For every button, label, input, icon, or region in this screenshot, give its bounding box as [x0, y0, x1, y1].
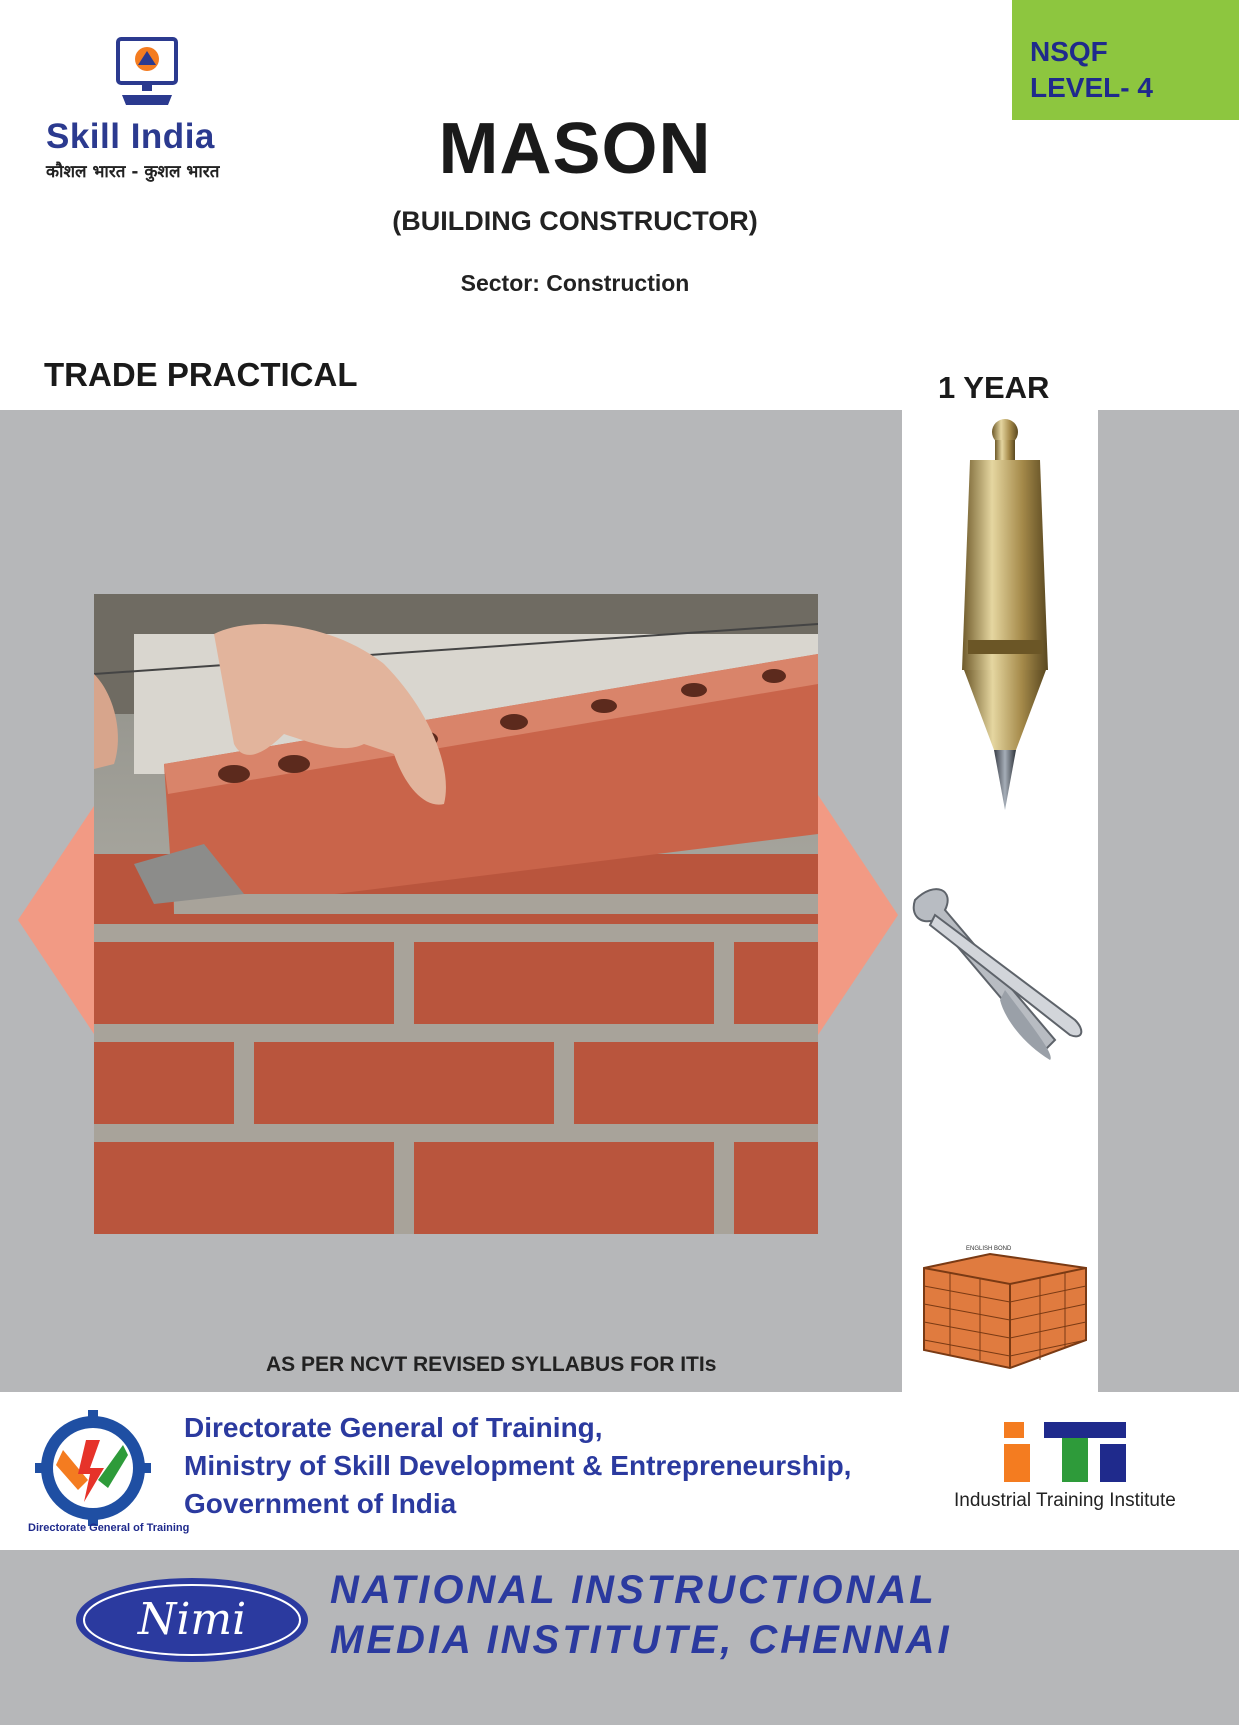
nsqf-badge: [1012, 0, 1239, 120]
org-line-2: Ministry of Skill Development & Entrepreneurship,: [184, 1450, 852, 1481]
arrow-right-decoration: [818, 795, 898, 1035]
nimi-line-2: MEDIA INSTITUTE, CHENNAI: [330, 1618, 952, 1662]
skill-india-wordmark: Skill India: [46, 117, 215, 156]
dgt-emblem-icon: [28, 1410, 158, 1540]
skill-india-tagline: कौशल भारत - कुशल भारत: [46, 162, 220, 182]
syllabus-note: AS PER NCVT REVISED SYLLABUS FOR ITIs: [266, 1353, 717, 1376]
nsqf-label: NSQF: [1030, 36, 1108, 67]
skill-india-logo: [40, 35, 260, 185]
org-line-3: Government of India: [184, 1488, 457, 1519]
iti-logo: [1000, 1418, 1140, 1488]
cover-panel-right: [1098, 410, 1239, 1392]
sector-label: Sector: Construction: [460, 270, 690, 296]
nimi-logo-text: Nimi: [137, 1594, 247, 1645]
skill-india-emblem-icon: [108, 35, 188, 115]
trade-label: TRADE PRACTICAL: [44, 356, 358, 393]
iti-caption: Industrial Training Institute: [954, 1490, 1176, 1511]
duration-label: 1 YEAR: [938, 370, 1050, 405]
plumb-bob-icon: [950, 410, 1060, 822]
org-line-1: Directorate General of Training,: [184, 1412, 603, 1443]
dgt-logo: [28, 1410, 158, 1540]
arrow-left-decoration: [18, 800, 98, 1040]
english-bond-label: ENGLISH BOND: [966, 1246, 1012, 1252]
iti-emblem-icon: [1000, 1418, 1140, 1488]
nimi-logo: [72, 1570, 312, 1670]
jointer-tool-icon: [905, 880, 1091, 1066]
book-title: MASON: [438, 109, 712, 189]
dgt-caption: Directorate General of Training: [28, 1522, 190, 1534]
english-bond-diagram: [920, 1240, 1090, 1370]
nsqf-level: LEVEL- 4: [1030, 72, 1153, 103]
nimi-line-1: NATIONAL INSTRUCTIONAL: [330, 1568, 937, 1612]
bricklaying-photo: [94, 594, 818, 1234]
book-subtitle: (BUILDING CONSTRUCTOR): [392, 206, 758, 236]
